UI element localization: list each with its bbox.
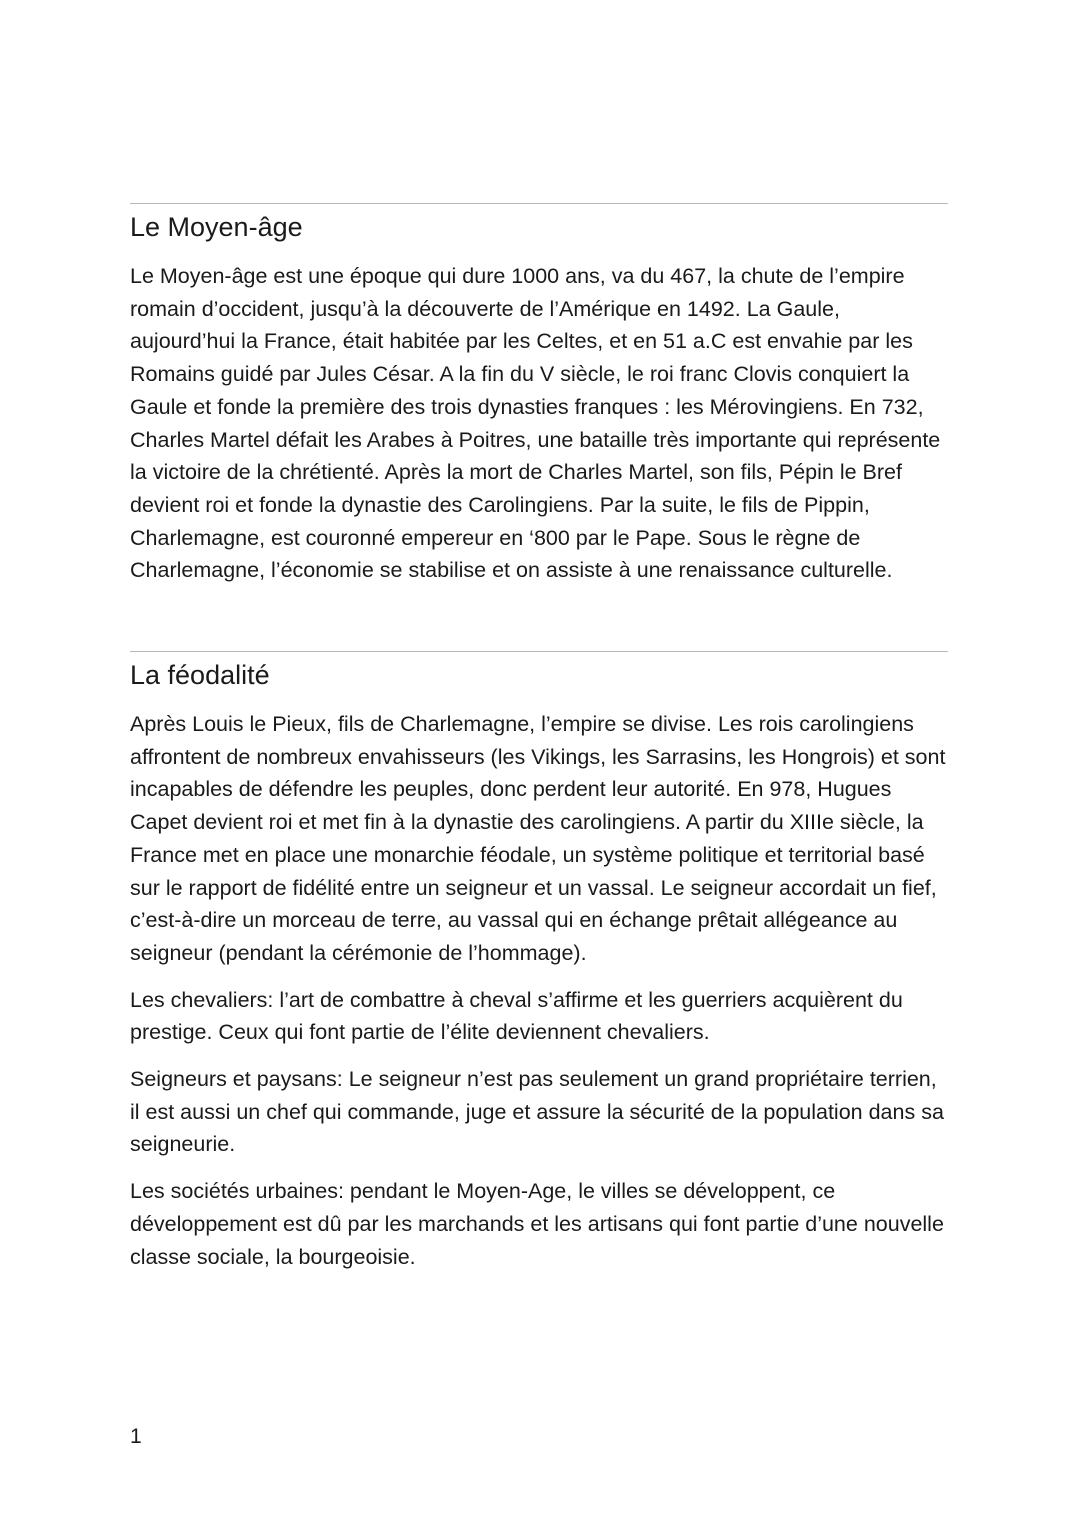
paragraph-seigneurs: Seigneurs et paysans: Le seigneur n’est pas seulement un grand propriétaire terrien, il est aussi un chef qui commande, juge et assure la sécurité de la population dans sa seigneurie. [130,1067,944,1157]
section-title: Le Moyen-âge [130,212,303,242]
paragraph: Après Louis le Pieux, fils de Charlemagne, l’empire se divise. Les rois carolingiens affrontent de nombreux envahisseurs (les Vikings, les Sarrasins, les Hongrois) et sont incapables de défendre les peuples, donc perdent leur autorité. En 978, Hugues Capet devient roi et met fin à la dynastie des carolingiens. A partir du XIIIe siècle, la France met en place une monarchie féodale, un système politique et territorial basé sur le rapport de fidélité entre un seigneur et un vassal. Le seigneur accordait un fief, c’est-à-dire un morceau de terre, au vassal qui en échange prêtait allégeance au seigneur (pendant la cérémonie de l’hommage). [130,712,946,965]
section-divider [130,651,948,652]
paragraph-societes-urbaines: Les sociétés urbaines: pendant le Moyen-Age, le villes se développent, ce développement est dû par les marchands et les artisans qui font partie d’une nouvelle classe sociale, la bourgeoisie. [130,1179,944,1269]
section-divider [130,203,948,204]
section-title: La féodalité [130,660,270,690]
paragraph: Le Moyen-âge est une époque qui dure 1000 ans, va du 467, la chute de l’empire romain d’occident, jusqu’à la découverte de l’Amérique en 1492. La Gaule, aujourd’hui la France, était habitée par les Celtes, et en 51 a.C est envahie par les Romains guidé par Jules César. A la fin du V siècle, le roi franc Clovis conquiert la Gaule et fonde la première des trois dynasties franques : les Mérovingiens. En 732, Charles Martel défait les Arabes à Poitres, une bataille très importante qui représente la victoire de la chrétienté. Après la mort de Charles Martel, son fils, Pépin le Bref devient roi et fonde la dynastie des Carolingiens. Par la suite, le fils de Pippin, Charlemagne, est couronné empereur en ‘800 par le Pape. Sous le règne de Charlemagne, l’économie se stabilise et on assiste à une renaissance culturelle. [130,264,941,583]
page-number: 1 [130,1425,142,1448]
section-feodalite [130,651,948,1287]
paragraph-chevaliers: Les chevaliers: l’art de combattre à cheval s’affirme et les guerriers acquièrent du prestige. Ceux qui font partie de l’élite deviennent chevaliers. [130,987,903,1045]
section-moyen-age [130,203,948,601]
